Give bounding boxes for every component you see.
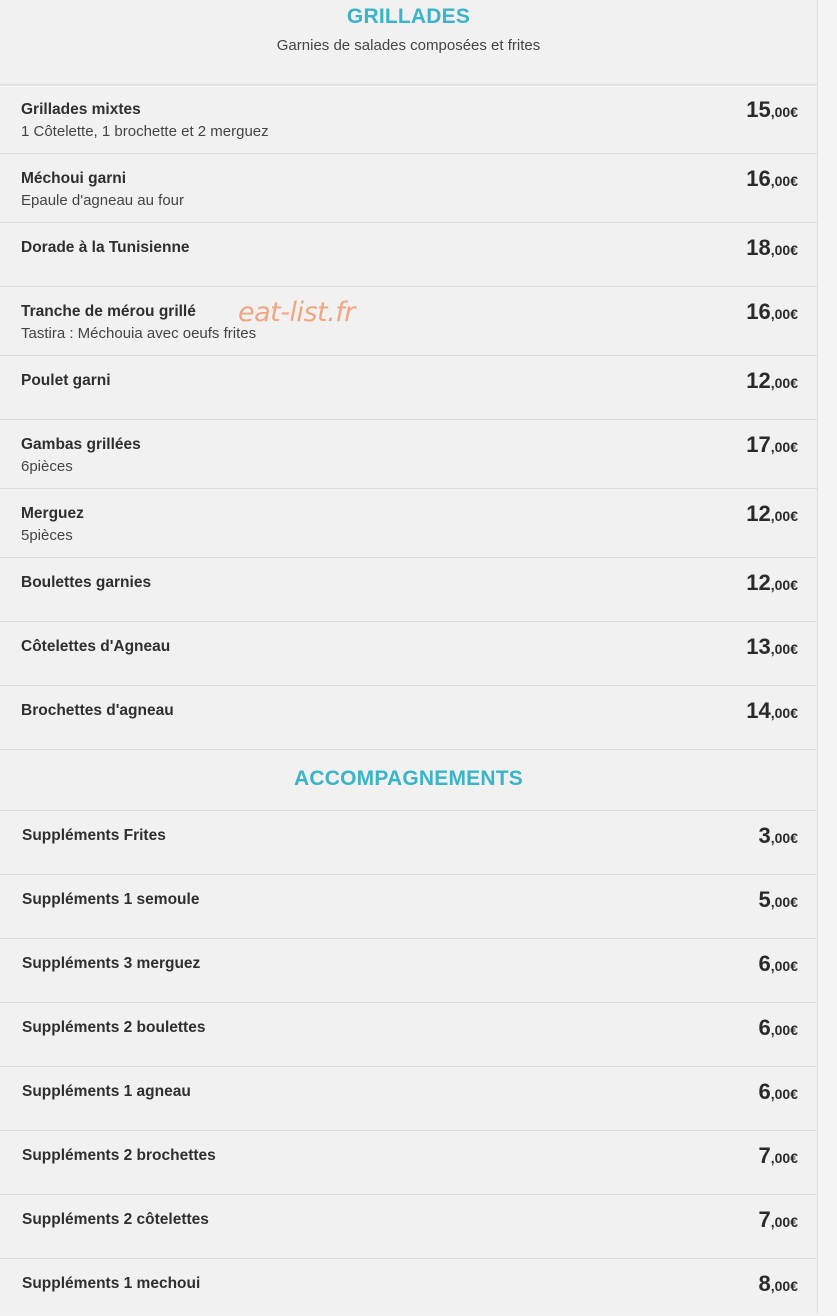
price-decimal: ,00€ bbox=[770, 242, 798, 258]
item-description: 1 Côtelette, 1 brochette et 2 merguez bbox=[21, 123, 269, 140]
price-integer: 12 bbox=[746, 501, 771, 526]
item-name: Suppléments 1 semoule bbox=[22, 891, 200, 908]
item-price bbox=[759, 951, 799, 977]
item-price bbox=[759, 823, 799, 849]
menu-item bbox=[0, 1131, 817, 1195]
watermark-logo: eat-list.fr bbox=[238, 297, 355, 328]
item-name: Côtelettes d'Agneau bbox=[21, 638, 171, 655]
item-name: Suppléments 1 mechoui bbox=[22, 1275, 201, 1292]
price-decimal: ,00€ bbox=[770, 1278, 798, 1294]
item-price bbox=[746, 97, 798, 123]
price-integer: 12 bbox=[746, 570, 771, 595]
price-decimal: ,00€ bbox=[770, 641, 798, 657]
menu-item bbox=[0, 1003, 817, 1067]
accompagnements-header bbox=[0, 750, 817, 811]
menu-item bbox=[0, 622, 817, 686]
price-decimal: ,00€ bbox=[770, 508, 798, 524]
price-integer: 16 bbox=[746, 166, 771, 191]
page-gutter bbox=[818, 0, 837, 1314]
item-name: Méchoui garni bbox=[21, 170, 127, 187]
price-integer: 16 bbox=[746, 299, 771, 324]
price-decimal: ,00€ bbox=[770, 1150, 798, 1166]
price-decimal: ,00€ bbox=[770, 1022, 798, 1038]
price-integer: 8 bbox=[758, 1271, 771, 1296]
item-name: Suppléments 2 côtelettes bbox=[22, 1211, 209, 1228]
item-description: Tastira : Méchouia avec oeufs frites bbox=[21, 325, 257, 342]
menu-item bbox=[0, 356, 817, 420]
menu-item bbox=[0, 686, 817, 750]
price-decimal: ,00€ bbox=[770, 894, 798, 910]
item-description: 6pièces bbox=[21, 458, 73, 475]
item-description: 5pièces bbox=[21, 527, 73, 544]
item-price bbox=[746, 235, 798, 261]
item-price bbox=[759, 1271, 799, 1297]
item-price bbox=[746, 166, 798, 192]
price-integer: 6 bbox=[758, 1015, 771, 1040]
item-name: Poulet garni bbox=[21, 372, 111, 389]
grillades-subtitle: Garnies de salades composées et frites bbox=[276, 37, 541, 54]
menu-item bbox=[0, 223, 817, 287]
item-name: Suppléments 3 merguez bbox=[22, 955, 201, 972]
price-decimal: ,00€ bbox=[770, 375, 798, 391]
price-integer: 5 bbox=[758, 887, 771, 912]
item-name: Suppléments 1 agneau bbox=[22, 1083, 191, 1100]
price-decimal: ,00€ bbox=[770, 439, 798, 455]
price-integer: 14 bbox=[746, 698, 771, 723]
menu-item bbox=[0, 558, 817, 622]
price-decimal: ,00€ bbox=[770, 958, 798, 974]
item-price bbox=[746, 698, 798, 724]
price-integer: 6 bbox=[758, 951, 771, 976]
price-decimal: ,00€ bbox=[770, 1214, 798, 1230]
item-name: Brochettes d'agneau bbox=[21, 702, 174, 719]
price-decimal: ,00€ bbox=[770, 306, 798, 322]
menu-item bbox=[0, 1067, 817, 1131]
grillades-title: GRILLADES bbox=[346, 5, 471, 28]
menu-item bbox=[0, 489, 817, 558]
menu-item bbox=[0, 811, 817, 875]
item-price bbox=[746, 299, 798, 325]
item-name: Suppléments 2 brochettes bbox=[22, 1147, 216, 1164]
menu-item bbox=[0, 86, 817, 154]
item-name: Suppléments 2 boulettes bbox=[22, 1019, 206, 1036]
price-integer: 3 bbox=[758, 823, 771, 848]
grillades-header bbox=[0, 0, 817, 86]
price-decimal: ,00€ bbox=[770, 104, 798, 120]
accompagnements-title: ACCOMPAGNEMENTS bbox=[294, 767, 523, 790]
item-price bbox=[759, 1079, 799, 1105]
price-integer: 7 bbox=[758, 1143, 771, 1168]
item-name: Boulettes garnies bbox=[21, 574, 152, 591]
item-price bbox=[746, 570, 798, 596]
price-integer: 12 bbox=[746, 368, 771, 393]
price-integer: 15 bbox=[746, 97, 771, 122]
item-price bbox=[746, 634, 798, 660]
price-decimal: ,00€ bbox=[770, 173, 798, 189]
price-decimal: ,00€ bbox=[770, 830, 798, 846]
item-price bbox=[746, 368, 798, 394]
price-decimal: ,00€ bbox=[770, 577, 798, 593]
item-description: Epaule d'agneau au four bbox=[21, 192, 185, 209]
item-price bbox=[759, 1207, 799, 1233]
menu-item bbox=[0, 287, 817, 356]
menu-item bbox=[0, 1259, 817, 1316]
price-integer: 17 bbox=[746, 432, 771, 457]
price-integer: 6 bbox=[758, 1079, 771, 1104]
menu-item bbox=[0, 875, 817, 939]
price-integer: 18 bbox=[746, 235, 771, 260]
menu-item bbox=[0, 420, 817, 489]
item-name: Gambas grillées bbox=[21, 436, 141, 453]
price-decimal: ,00€ bbox=[770, 1086, 798, 1102]
price-decimal: ,00€ bbox=[770, 705, 798, 721]
item-name: Dorade à la Tunisienne bbox=[21, 239, 190, 256]
price-integer: 7 bbox=[758, 1207, 771, 1232]
menu-item bbox=[0, 154, 817, 223]
price-integer: 13 bbox=[746, 634, 771, 659]
item-price bbox=[759, 887, 799, 913]
item-name: Merguez bbox=[21, 505, 84, 522]
item-name: Tranche de mérou grillé bbox=[21, 303, 196, 320]
item-price bbox=[759, 1143, 799, 1169]
menu-item bbox=[0, 1195, 817, 1259]
item-price bbox=[746, 432, 798, 458]
item-name: Grillades mixtes bbox=[21, 101, 141, 118]
item-price bbox=[759, 1015, 799, 1041]
item-price bbox=[746, 501, 798, 527]
item-name: Suppléments Frites bbox=[22, 827, 166, 844]
menu-item bbox=[0, 939, 817, 1003]
